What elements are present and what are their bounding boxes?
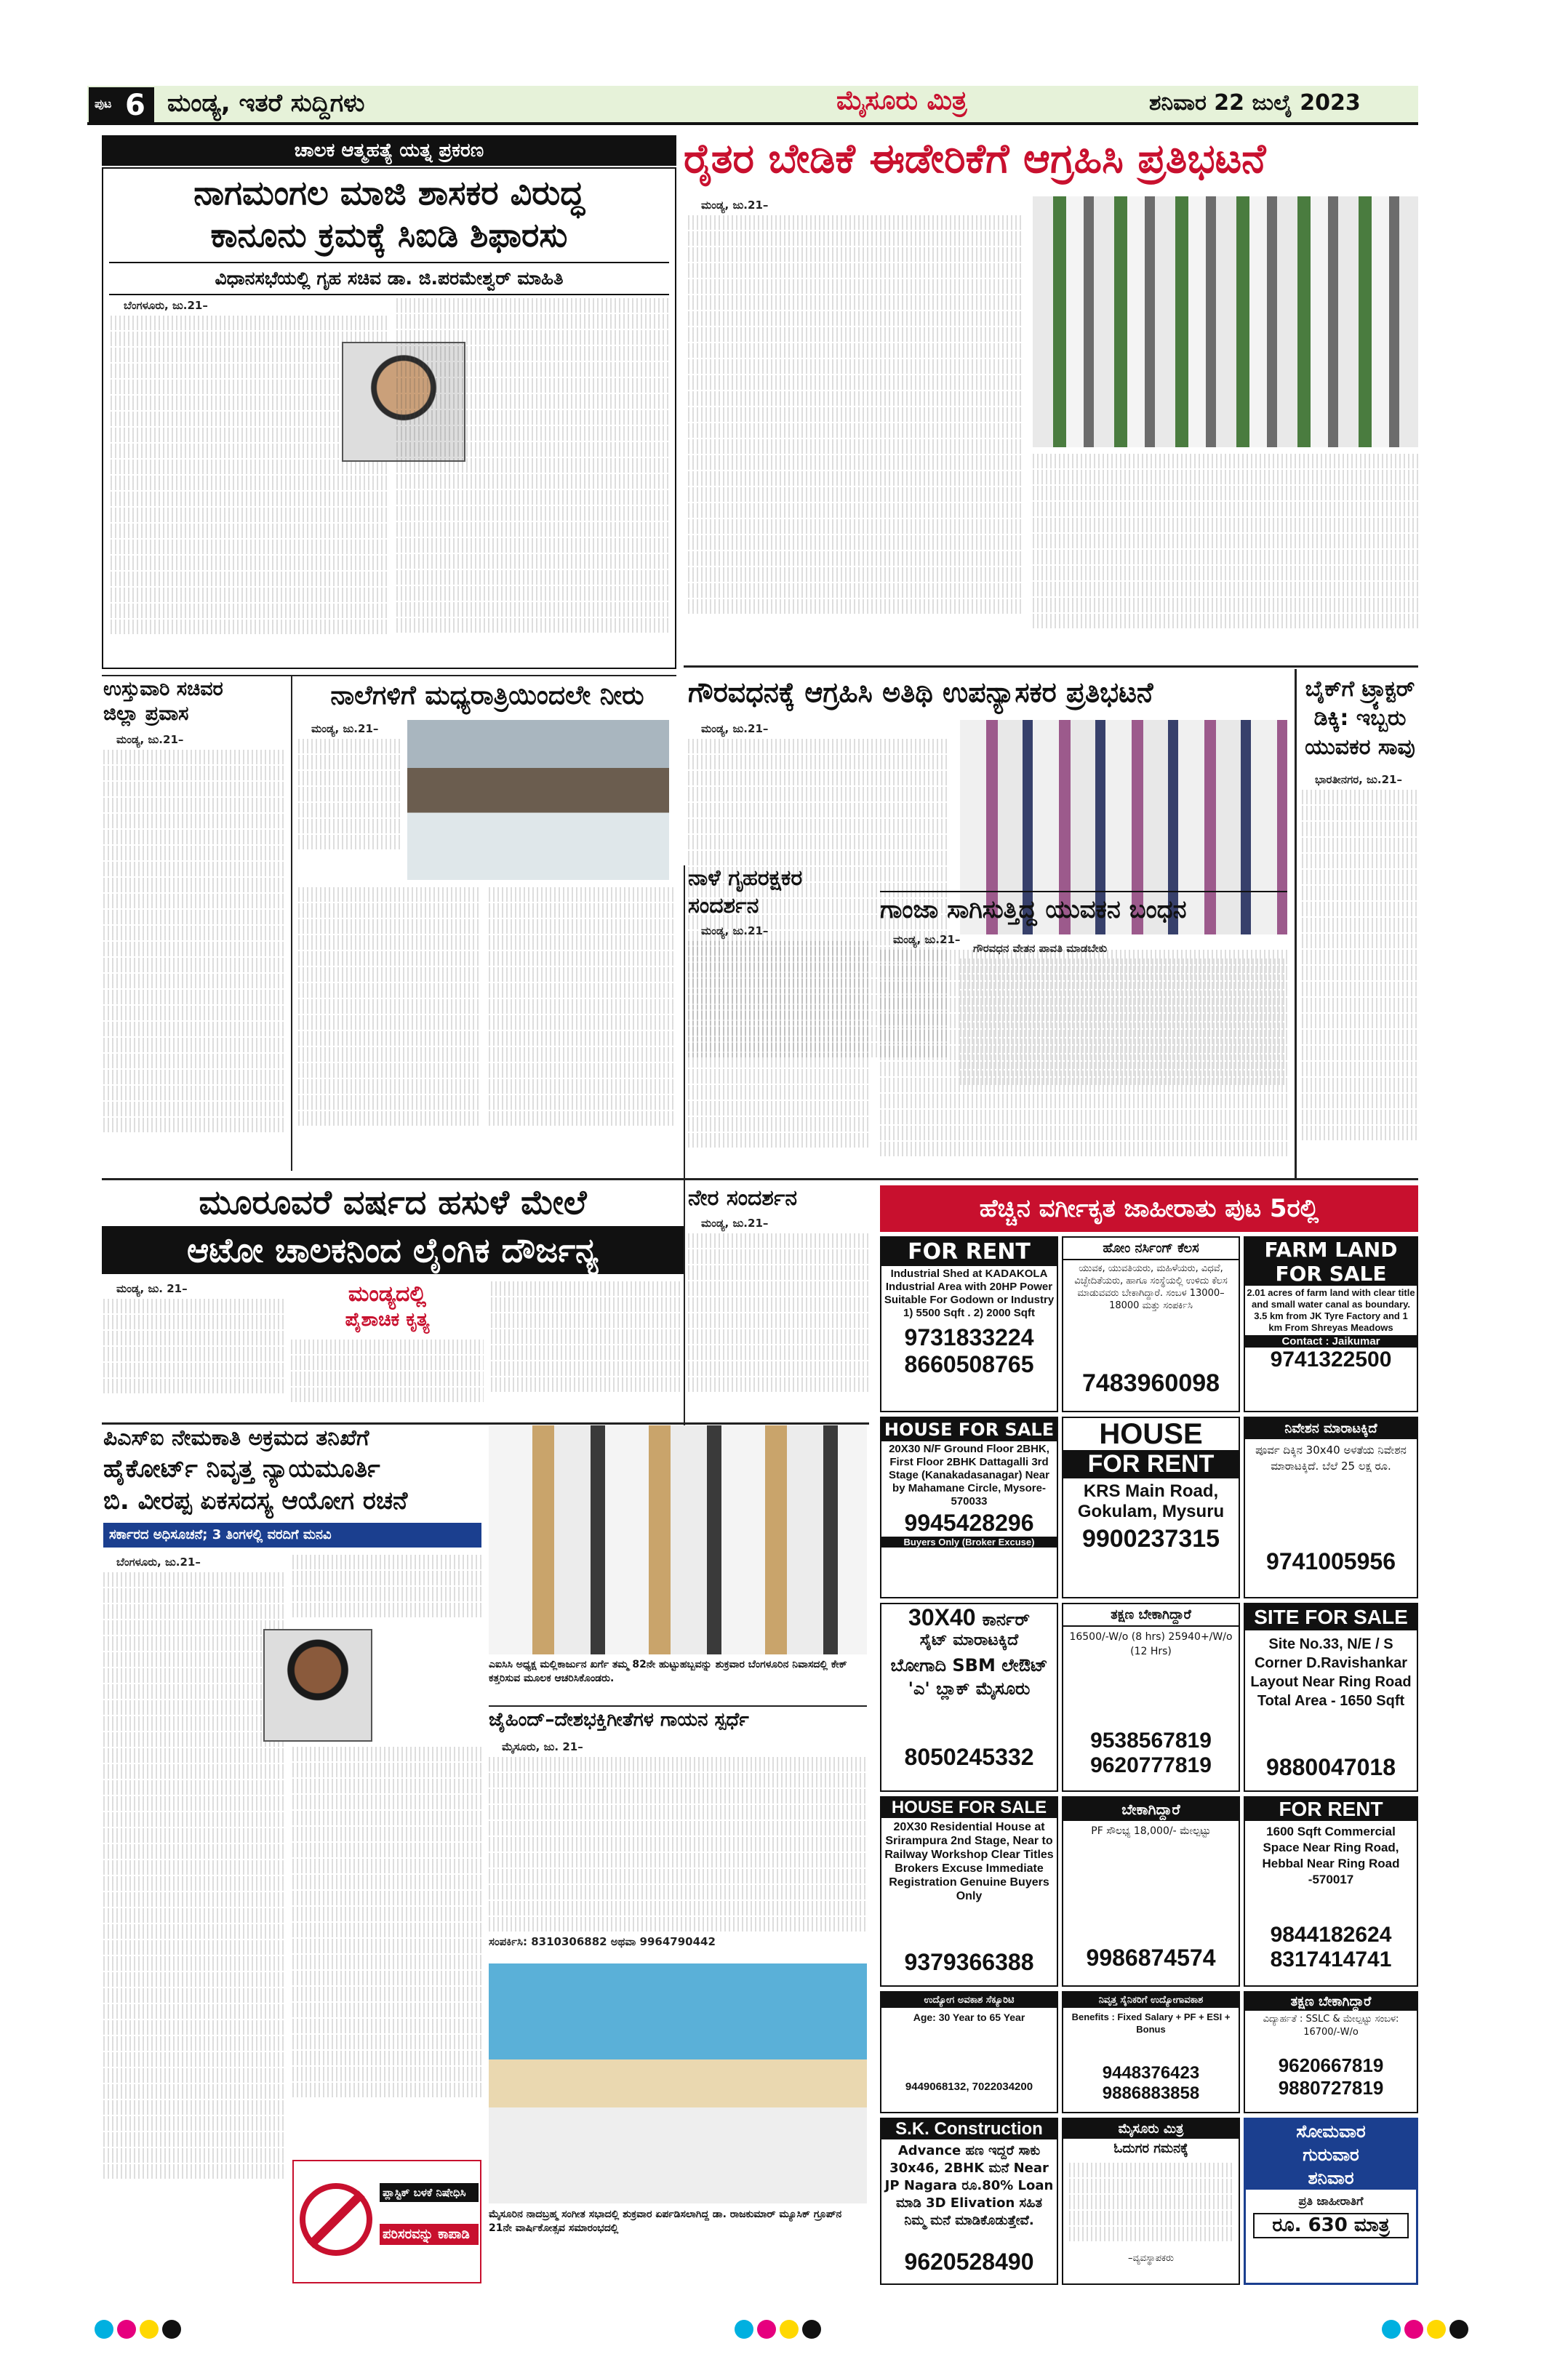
ad-ex-servicemen: ನಿವೃತ್ತ ಸೈನಿಕರಿಗೆ ಉದ್ಯೋಗಾವಕಾಶ Benefits : Fixed Salary + PF + ESI + Bonus 9448376423 9886883858: [1062, 1991, 1240, 2113]
ad-corner-site: 30X40 ಕಾರ್ನರ್ ಸೈಟ್ ಮಾರಾಟಕ್ಕಿದೆ ಬೋಗಾದಿ SBM ಲೇಔಟ್ 'ಎ' ಬ್ಲಾಕ್ ಮೈಸೂರು 8050245332: [880, 1603, 1058, 1792]
story-body: ಬೆಂಗಳೂರು, ಜು.21–: [111, 297, 387, 660]
story-body: [396, 297, 671, 660]
divider: [102, 675, 676, 676]
headline: ಜೈಹಿಂದ್–ದೇಶಭಕ್ತಿಗೀತೆಗಳ ಗಾಯನ ಸ್ಪರ್ಧೆ: [489, 1709, 749, 1731]
headline: ನಾಗಮಂಗಲ ಮಾಜಿ ಶಾಸಕರ ವಿರುದ್ಧ: [193, 173, 585, 212]
ad-construction: S.K. Construction Advance ಹಣ ಇದ್ದರೆ ಸಾಕು 30x46, 2BHK ಮನೆ Near JP Nagara ರೂ.80% Loan ಮಾಡಿ 3D Elivation ಸಹಿತ ನಿಮ್ಮ ಮನೆ ಮಾಡಿಕೊಡುತ್ತೇವೆ. 9620528490: [880, 2118, 1058, 2285]
headline: ಪಿಎಸ್‌ಐ ನೇಮಕಾತಿ ಅಕ್ರಮದ ತನಿಖೆಗೆ: [103, 1425, 369, 1451]
headline: ಯುವಕರ ಸಾವು: [1305, 734, 1415, 760]
headline: ನಾಲೆಗಳಿಗೆ ಮಧ್ಯರಾತ್ರಿಯಿಂದಲೇ ನೀರು: [330, 681, 644, 710]
event-photo-music: [489, 1963, 867, 2203]
ad-for-rent-industrial: FOR RENT Industrial Shed at KADAKOLA Industrial Area with 20HP Power Suitable For Godown or Industry 1) 5500 Sqft . 2) 2000 Sqft 9731833224 8660508765: [880, 1236, 1058, 1412]
story-body: ಮಂಡ್ಯ, ಜು.21–: [688, 922, 870, 1177]
story-body: ಭಾರತೀನಗರ, ಜು.21–: [1302, 771, 1418, 1178]
headline: ರೈತರ ಬೇಡಿಕೆ ಈಡೇರಿಕೆಗೆ ಆಗ್ರಹಿಸಿ ಪ್ರತಿಭಟನೆ: [684, 135, 1266, 183]
divider: [684, 865, 685, 1185]
headline: ಮೂರೂವರೆ ವರ್ಷದ ಹಸುಳೆ ಮೇಲೆ: [199, 1182, 587, 1222]
story-body: [291, 1338, 484, 1418]
divider: [102, 1422, 869, 1425]
ad-wanted: ಬೇಕಾಗಿದ್ದಾರೆ PF ಸೌಲಭ್ಯ 18,000/- ಮೇಲ್ಪಟ್ಟು 9986874574: [1062, 1796, 1240, 1987]
story-body: [491, 1280, 680, 1418]
headline: ಉಸ್ತುವಾರಿ ಸಚಿವರ: [103, 678, 223, 700]
ad-house-for-rent: HOUSE FOR RENT KRS Main Road, Gokulam, Mysuru 9900237315: [1062, 1417, 1240, 1598]
event-photo-cake: [489, 1425, 867, 1654]
story-body: ಮಂಡ್ಯ, ಜು.21–: [688, 196, 1023, 654]
headline: ಗಾಂಜಾ ಸಾಗಿಸುತ್ತಿದ್ದ ಯುವಕನ ಬಂಧನ: [880, 891, 1287, 924]
registration-marks: [1382, 2320, 1468, 2342]
story-body: [298, 886, 480, 1169]
ad-farm-land: FARM LAND FOR SALE 2.01 acres of farm land with clear title and small water canal as boundary. 3.5 km from JK Tyre Factory and 1 km From Shreyas Meadows Contact : Jaikumar 9741322500: [1244, 1236, 1418, 1412]
no-plastic-icon: [300, 2183, 372, 2256]
divider: [489, 1705, 867, 1707]
divider: [684, 665, 1418, 668]
plastic-notice: ಪ್ಲಾಸ್ಟಿಕ್ ಬಳಕೆ ನಿಷೇಧಿಸಿ ಪರಿಸರವನ್ನು ಕಾಪಾಡಿ: [292, 2160, 481, 2283]
story-body: ಮಂಡ್ಯ, ಜು.21–: [688, 720, 950, 1113]
issue-date: ಶನಿವಾರ 22 ಜುಲೈ 2023: [1149, 90, 1361, 116]
subheadline: ವಿಧಾನಸಭೆಯಲ್ಲಿ ಗೃಹ ಸಚಿವ ಡಾ. ಜಿ.ಪರಮೇಶ್ವರ್ ಮಾಹಿತಿ: [109, 262, 669, 295]
story-body: ಮಂಡ್ಯ, ಜು.21–: [103, 731, 285, 1174]
story-kicker: ಚಾಲಕ ಆತ್ಮಹತ್ಯೆ ಯತ್ನ ಪ್ರಕರಣ: [102, 135, 676, 166]
divider: [291, 676, 292, 1171]
portrait-photo: [263, 1629, 372, 1742]
protest-photo: [1033, 196, 1418, 447]
ad-security-jobs: ಉದ್ಯೋಗ ಅವಕಾಶ ಸೆಕ್ಯೂರಿಟಿ Age: 30 Year to 65 Year 9449068132, 7022034200: [880, 1991, 1058, 2113]
story-body: [489, 886, 674, 1169]
headline: ಜಿಲ್ಲಾ ಪ್ರವಾಸ: [103, 702, 189, 725]
ad-house-for-sale-2: HOUSE FOR SALE 20X30 Residential House at Srirampura 2nd Stage, Near to Railway Workshop Clear Titles Brokers Excuse Immediate Registration Genuine Buyers Only 9379366388: [880, 1796, 1058, 1987]
strap: ಸರ್ಕಾರದ ಅಧಿಸೂಚನೆ; 3 ತಿಂಗಳಲ್ಲಿ ವರದಿಗೆ ಮನವಿ: [103, 1523, 481, 1548]
story-body: ಮಂಡ್ಯ, ಜು.21–: [298, 720, 400, 880]
dam-photo: [407, 720, 669, 880]
headline: ಹೈಕೋರ್ಟ್ ನಿವೃತ್ತ ನ್ಯಾಯಮೂರ್ತಿ: [103, 1454, 380, 1484]
photo-caption: ಮೈಸೂರಿನ ನಾದಬ್ರಹ್ಮ ಸಂಗೀತ ಸಭಾದಲ್ಲಿ ಶುಕ್ರವಾರ ಏರ್ಪಡಿಸಲಾಗಿದ್ದ ಡಾ. ರಾಜಕುಮಾರ್ ಮ್ಯೂಸಿಕ್ ಗ್ರೂಪ್‌ನ 21ನೇ ವಾರ್ಷಿಕೋತ್ಸವ ಸಮಾರಂಭದಲ್ಲಿ: [489, 2209, 842, 2234]
headline: ಸಂದರ್ಶನ: [688, 893, 759, 918]
photo-caption: ಗೌರವಧನ ವೇತನ ಪಾವತಿ ಮಾಡಬೇಕು: [960, 940, 1287, 1107]
sidebar-title: ಪೈಶಾಚಿಕ ಕೃತ್ಯ: [345, 1309, 430, 1331]
registration-marks: [95, 2320, 181, 2342]
headline: ನೇರ ಸಂದರ್ಶನ: [688, 1185, 798, 1211]
divider: [1295, 669, 1297, 1178]
story-body: ಮಂಡ್ಯ, ಜು.21–: [688, 1214, 870, 1425]
paper-logo: ಮೈಸೂರು ಮಿತ್ರ: [836, 86, 967, 116]
headline: ಆಟೋ ಚಾಲಕನಿಂದ ಲೈಂಗಿಕ ದೌರ್ಜನ್ಯ: [187, 1230, 599, 1270]
ad-rate-card: ಸೋಮವಾರ ಗುರುವಾರ ಶನಿವಾರ ಪ್ರತಿ ಜಾಹೀರಾತಿಗೆ ರೂ. 630 ಮಾತ್ರ: [1244, 2118, 1418, 2285]
ad-home-nursing: ಹೋಂ ನರ್ಸಿಂಗ್ ಕೆಲಸ ಯುವಕ, ಯುವತಿಯರು, ಮಹಿಳೆಯರು, ವಿಧವೆ, ವಿಚ್ಛೇದಿತೆಯರು, ಹಾಗೂ ಸಂಸ್ಥೆಯಲ್ಲಿ ಉಳಿದು ಕೆಲಸ ಮಾಡುವವರು ಬೇಕಾಗಿದ್ದಾರೆ. ಸಂಬಳ 13000– 18000 ಮತ್ತು ಸಂಪರ್ಕಿಸಿ 7483960098: [1062, 1236, 1240, 1412]
page-label: ಪುಟ 6: [89, 87, 154, 124]
headline: ಡಿಕ್ಕಿ: ಇಬ್ಬರು: [1313, 705, 1407, 731]
classifieds-banner: ಹೆಚ್ಚಿನ ವರ್ಗೀಕೃತ ಜಾಹೀರಾತು ಪುಟ 5ರಲ್ಲಿ: [880, 1185, 1418, 1232]
headline: ಗೌರವಧನಕ್ಕೆ ಆಗ್ರಹಿಸಿ ಅತಿಥಿ ಉಪನ್ಯಾಸಕರ ಪ್ರತಿಭಟನೆ: [688, 676, 1153, 708]
photo-caption: ಎಐಸಿಸಿ ಅಧ್ಯಕ್ಷ ಮಲ್ಲಿಕಾರ್ಜುನ ಖರ್ಗೆ ತಮ್ಮ 82ನೇ ಹುಟ್ಟುಹಬ್ಬವನ್ನು ಶುಕ್ರವಾರ ಬೆಂಗಳೂರಿನ ನಿವಾಸದಲ್ಲಿ ಕೇಕ್ ಕತ್ತರಿಸುವ ಮೂಲಕ ಆಚರಿಸಿಕೊಂಡರು.: [489, 1659, 847, 1684]
ad-site-sale: ನಿವೇಶನ ಮಾರಾಟಕ್ಕಿದೆ ಪೂರ್ವ ದಿಕ್ಕಿನ 30x40 ಅಳತೆಯ ನಿವೇಶನ ಮಾರಾಟಕ್ಕಿದೆ. ಬೆಲೆ 25 ಲಕ್ಷ ರೂ. 9741005956: [1244, 1417, 1418, 1598]
ad-urgent-wanted: ತಕ್ಷಣ ಬೇಕಾಗಿದ್ದಾರೆ 16500/-W/o (8 hrs) 25940+/W/o (12 Hrs) 9538567819 9620777819: [1062, 1603, 1240, 1792]
headline: ನಾಳೆ ಗೃಹರಕ್ಷಕರ: [688, 865, 803, 891]
ad-commercial-rent: FOR RENT 1600 Sqft Commercial Space Near Ring Road, Hebbal Near Ring Road -570017 9844182624 8317414741: [1244, 1796, 1418, 1987]
ad-house-for-sale: HOUSE FOR SALE 20X30 N/F Ground Floor 2BHK, First Floor 2BHK Dattagalli 3rd Stage (Kanakadasanagar) Near by Mahamane Circle, Mysore-570033 9945428296 Buyers Only (Broker Excuse): [880, 1417, 1058, 1598]
registration-marks: [735, 2320, 821, 2342]
story-body: [292, 1745, 481, 2153]
story-body: ಮಂಡ್ಯ, ಜು. 21–: [103, 1280, 285, 1418]
divider: [684, 1185, 685, 1425]
story-body: [1033, 452, 1418, 656]
ad-urgent-wanted-2: ತಕ್ಷಣ ಬೇಕಾಗಿದ್ದಾರೆ ವಿದ್ಯಾರ್ಹತೆ : SSLC & ಮೇಲ್ಪಟ್ಟು ಸಂಬಳ: 16700/-W/o 9620667819 9880727819: [1244, 1991, 1418, 2113]
ad-site-for-sale: SITE FOR SALE Site No.33, N/E / S Corner D.Ravishankar Layout Near Ring Road Total Area - 1650 Sqft 9880047018: [1244, 1603, 1418, 1792]
headline: ಬಿ. ವೀರಪ್ಪ ಏಕಸದಸ್ಯ ಆಯೋಗ ರಚನೆ: [103, 1486, 408, 1516]
divider: [102, 1178, 1418, 1180]
headline: ಕಾನೂನು ಕ್ರಮಕ್ಕೆ ಸಿಐಡಿ ಶಿಫಾರಸು: [210, 215, 568, 255]
sidebar-title: ಮಂಡ್ಯದಲ್ಲಿ: [348, 1281, 427, 1307]
ad-readers-notice: ಮೈಸೂರು ಮಿತ್ರ ಓದುಗರ ಗಮನಕ್ಕೆ –ವ್ಯವಸ್ಥಾಪಕರು: [1062, 2118, 1240, 2285]
headline: ಬೈಕ್‌ಗೆ ಟ್ರ್ಯಾಕ್ಟರ್: [1305, 676, 1415, 702]
story-body: ಮೈಸೂರು, ಜು. 21– ಸಂಪರ್ಕಿಸಿ: 8310306882 ಅಥವಾ 9964790442: [489, 1738, 867, 1956]
story-body: ಬೆಂಗಳೂರು, ಜು.21–: [103, 1553, 285, 2273]
section-title: ಮಂಡ್ಯ, ಇತರೆ ಸುದ್ದಿಗಳು: [167, 89, 365, 118]
story-body: ಮಂಡ್ಯ, ಜು.21–: [880, 931, 1287, 1178]
